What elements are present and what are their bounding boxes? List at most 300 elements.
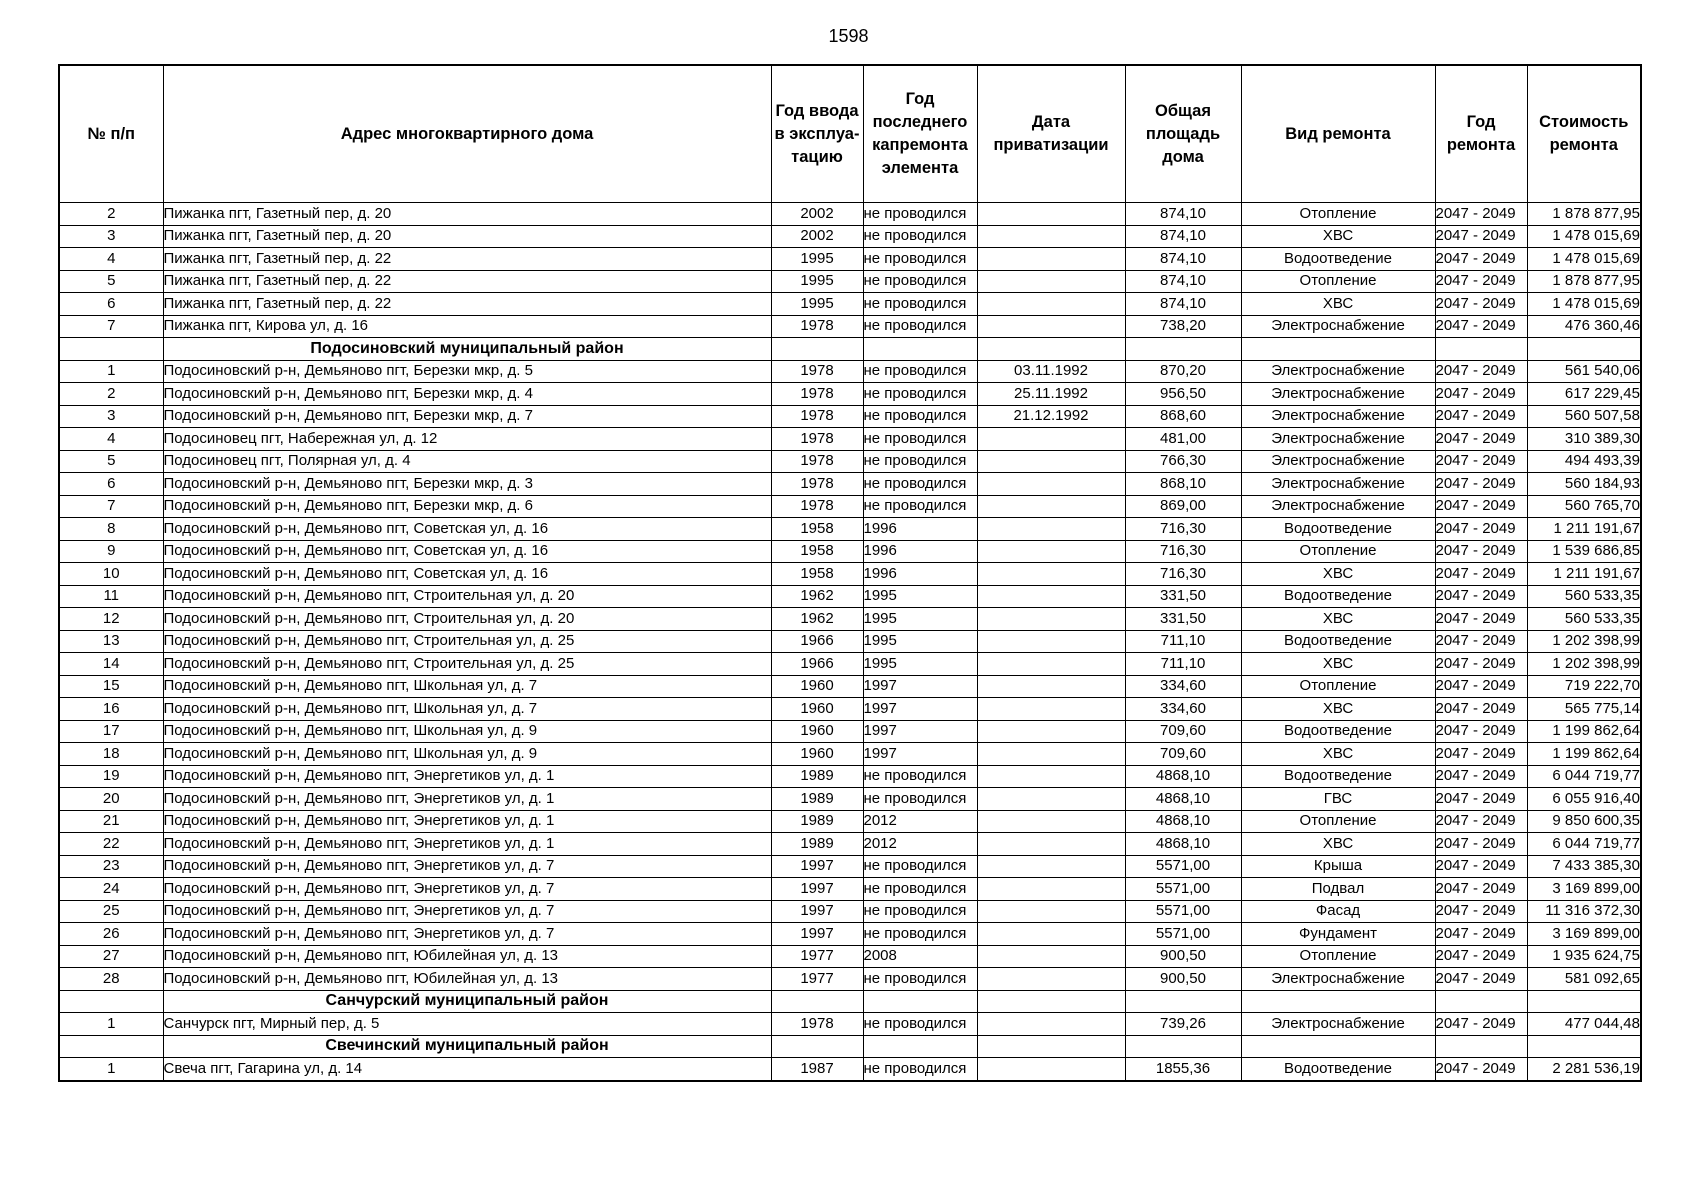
cell-area: 868,60 [1125, 405, 1241, 428]
cell-repair-type: Отопление [1241, 540, 1435, 563]
cell-year-built: 1997 [771, 923, 863, 946]
cell-last-repair: не проводился [863, 270, 977, 293]
table-row [59, 293, 1641, 316]
cell-area: 874,10 [1125, 270, 1241, 293]
header-area: Общая площадь дома [1125, 65, 1241, 203]
cell-address: Пижанка пгт, Газетный пер, д. 22 [163, 293, 771, 316]
cell-address: Подосиновский р-н, Демьяново пгт, Строительная ул, д. 20 [163, 585, 771, 608]
cell-privatization: 03.11.1992 [977, 360, 1125, 383]
cell-last-repair: не проводился [863, 1013, 977, 1036]
table-row [59, 878, 1641, 901]
cell-address: Пижанка пгт, Кирова ул, д. 16 [163, 315, 771, 338]
cell-privatization [977, 495, 1125, 518]
empty-cell [59, 990, 163, 1013]
cell-area: 4868,10 [1125, 833, 1241, 856]
cell-address: Свеча пгт, Гагарина ул, д. 14 [163, 1058, 771, 1081]
cell-repair-years: 2047 - 2049 [1435, 833, 1527, 856]
cell-cost: 560 533,35 [1527, 585, 1641, 608]
cell-last-repair: не проводился [863, 315, 977, 338]
cell-privatization [977, 428, 1125, 451]
table-row [59, 495, 1641, 518]
cell-privatization [977, 293, 1125, 316]
cell-cost: 1 199 862,64 [1527, 743, 1641, 766]
cell-last-repair: не проводился [863, 900, 977, 923]
cell-repair-type: Отопление [1241, 675, 1435, 698]
cell-address: Санчурск пгт, Мирный пер, д. 5 [163, 1013, 771, 1036]
cell-number: 22 [59, 833, 163, 856]
empty-cell [1527, 338, 1641, 361]
cell-repair-years: 2047 - 2049 [1435, 360, 1527, 383]
cell-repair-years: 2047 - 2049 [1435, 630, 1527, 653]
cell-cost: 2 281 536,19 [1527, 1058, 1641, 1081]
cell-privatization: 25.11.1992 [977, 383, 1125, 406]
cell-year-built: 1997 [771, 855, 863, 878]
cell-privatization [977, 563, 1125, 586]
table-row [59, 855, 1641, 878]
cell-cost: 3 169 899,00 [1527, 923, 1641, 946]
cell-last-repair: не проводился [863, 248, 977, 271]
table-row [59, 675, 1641, 698]
cell-address: Подосиновский р-н, Демьяново пгт, Энергетиков ул, д. 7 [163, 900, 771, 923]
cell-privatization [977, 450, 1125, 473]
cell-privatization [977, 518, 1125, 541]
header-cost: Стоимость ремонта [1527, 65, 1641, 203]
cell-year-built: 1958 [771, 563, 863, 586]
table-row [59, 630, 1641, 653]
cell-privatization [977, 270, 1125, 293]
cell-repair-years: 2047 - 2049 [1435, 923, 1527, 946]
cell-repair-type: Электроснабжение [1241, 473, 1435, 496]
cell-address: Подосиновский р-н, Демьяново пгт, Березки мкр, д. 5 [163, 360, 771, 383]
cell-last-repair: не проводился [863, 923, 977, 946]
cell-year-built: 1977 [771, 945, 863, 968]
cell-last-repair: не проводился [863, 405, 977, 428]
cell-address: Подосиновский р-н, Демьяново пгт, Березки мкр, д. 4 [163, 383, 771, 406]
empty-cell [1241, 990, 1435, 1013]
cell-year-built: 1966 [771, 630, 863, 653]
cell-cost: 1 878 877,95 [1527, 270, 1641, 293]
cell-last-repair: 1997 [863, 720, 977, 743]
cell-repair-years: 2047 - 2049 [1435, 675, 1527, 698]
cell-cost: 477 044,48 [1527, 1013, 1641, 1036]
cell-last-repair: 1997 [863, 743, 977, 766]
cell-address: Подосиновец пгт, Полярная ул, д. 4 [163, 450, 771, 473]
cell-address: Подосиновский р-н, Демьяново пгт, Энергетиков ул, д. 1 [163, 833, 771, 856]
empty-cell [1241, 1035, 1435, 1058]
cell-privatization [977, 945, 1125, 968]
cell-cost: 1 478 015,69 [1527, 248, 1641, 271]
cell-repair-type: ХВС [1241, 608, 1435, 631]
cell-repair-type: Электроснабжение [1241, 968, 1435, 991]
cell-year-built: 1962 [771, 608, 863, 631]
cell-area: 766,30 [1125, 450, 1241, 473]
cell-repair-type: ХВС [1241, 653, 1435, 676]
empty-cell [771, 1035, 863, 1058]
cell-year-built: 1978 [771, 1013, 863, 1036]
cell-repair-years: 2047 - 2049 [1435, 743, 1527, 766]
cell-repair-years: 2047 - 2049 [1435, 855, 1527, 878]
cell-number: 26 [59, 923, 163, 946]
cell-number: 20 [59, 788, 163, 811]
cell-address: Подосиновский р-н, Демьяново пгт, Юбилейная ул, д. 13 [163, 968, 771, 991]
cell-cost: 11 316 372,30 [1527, 900, 1641, 923]
cell-cost: 565 775,14 [1527, 698, 1641, 721]
empty-cell [1435, 990, 1527, 1013]
cell-number: 28 [59, 968, 163, 991]
cell-repair-type: Электроснабжение [1241, 383, 1435, 406]
table-row [59, 788, 1641, 811]
cell-number: 4 [59, 248, 163, 271]
cell-repair-type: Водоотведение [1241, 765, 1435, 788]
cell-cost: 6 044 719,77 [1527, 833, 1641, 856]
district-header-row [59, 990, 1641, 1013]
cell-privatization [977, 878, 1125, 901]
cell-address: Подосиновский р-н, Демьяново пгт, Юбилейная ул, д. 13 [163, 945, 771, 968]
cell-cost: 310 389,30 [1527, 428, 1641, 451]
cell-area: 709,60 [1125, 720, 1241, 743]
cell-number: 6 [59, 293, 163, 316]
empty-cell [977, 1035, 1125, 1058]
table-row [59, 743, 1641, 766]
cell-repair-type: Электроснабжение [1241, 495, 1435, 518]
cell-area: 716,30 [1125, 518, 1241, 541]
cell-privatization [977, 473, 1125, 496]
cell-repair-years: 2047 - 2049 [1435, 405, 1527, 428]
header-year-built: Год ввода в эксплуа-тацию [771, 65, 863, 203]
cell-last-repair: не проводился [863, 293, 977, 316]
cell-repair-years: 2047 - 2049 [1435, 900, 1527, 923]
cell-cost: 9 850 600,35 [1527, 810, 1641, 833]
table-row [59, 518, 1641, 541]
table-row [59, 653, 1641, 676]
cell-cost: 617 229,45 [1527, 383, 1641, 406]
table-row [59, 608, 1641, 631]
cell-year-built: 2002 [771, 225, 863, 248]
cell-year-built: 1978 [771, 428, 863, 451]
district-name: Свечинский муниципальный район [163, 1035, 771, 1058]
cell-repair-type: Электроснабжение [1241, 428, 1435, 451]
cell-number: 9 [59, 540, 163, 563]
cell-repair-type: Электроснабжение [1241, 360, 1435, 383]
table-row [59, 765, 1641, 788]
table-row [59, 225, 1641, 248]
cell-repair-years: 2047 - 2049 [1435, 968, 1527, 991]
cell-year-built: 1978 [771, 450, 863, 473]
cell-year-built: 1995 [771, 248, 863, 271]
cell-address: Подосиновский р-н, Демьяново пгт, Энергетиков ул, д. 1 [163, 810, 771, 833]
cell-area: 5571,00 [1125, 855, 1241, 878]
table-row [59, 585, 1641, 608]
cell-repair-years: 2047 - 2049 [1435, 203, 1527, 226]
empty-cell [1125, 990, 1241, 1013]
cell-privatization [977, 585, 1125, 608]
cell-repair-years: 2047 - 2049 [1435, 293, 1527, 316]
cell-privatization [977, 630, 1125, 653]
cell-repair-years: 2047 - 2049 [1435, 518, 1527, 541]
cell-repair-years: 2047 - 2049 [1435, 383, 1527, 406]
cell-number: 1 [59, 360, 163, 383]
cell-last-repair: не проводился [863, 383, 977, 406]
cell-area: 900,50 [1125, 945, 1241, 968]
cell-repair-type: Водоотведение [1241, 518, 1435, 541]
cell-year-built: 1997 [771, 878, 863, 901]
cell-repair-years: 2047 - 2049 [1435, 698, 1527, 721]
cell-repair-years: 2047 - 2049 [1435, 248, 1527, 271]
cell-cost: 560 533,35 [1527, 608, 1641, 631]
cell-last-repair: 1995 [863, 630, 977, 653]
cell-year-built: 1987 [771, 1058, 863, 1081]
cell-year-built: 1989 [771, 765, 863, 788]
cell-year-built: 1978 [771, 315, 863, 338]
cell-address: Подосиновский р-н, Демьяново пгт, Школьная ул, д. 9 [163, 743, 771, 766]
table-row [59, 360, 1641, 383]
cell-privatization [977, 1058, 1125, 1081]
cell-last-repair: не проводился [863, 495, 977, 518]
cell-year-built: 1966 [771, 653, 863, 676]
header-number: № п/п [59, 65, 163, 203]
cell-address: Пижанка пгт, Газетный пер, д. 20 [163, 203, 771, 226]
cell-repair-years: 2047 - 2049 [1435, 765, 1527, 788]
cell-area: 738,20 [1125, 315, 1241, 338]
district-name: Подосиновский муниципальный район [163, 338, 771, 361]
cell-repair-years: 2047 - 2049 [1435, 1013, 1527, 1036]
cell-last-repair: не проводился [863, 765, 977, 788]
cell-last-repair: 1995 [863, 585, 977, 608]
cell-repair-years: 2047 - 2049 [1435, 608, 1527, 631]
table-row [59, 315, 1641, 338]
cell-year-built: 2002 [771, 203, 863, 226]
cell-area: 874,10 [1125, 248, 1241, 271]
cell-repair-type: Отопление [1241, 203, 1435, 226]
cell-number: 6 [59, 473, 163, 496]
empty-cell [1435, 338, 1527, 361]
table-row [59, 810, 1641, 833]
cell-privatization [977, 698, 1125, 721]
cell-cost: 1 539 686,85 [1527, 540, 1641, 563]
cell-area: 739,26 [1125, 1013, 1241, 1036]
table-row [59, 248, 1641, 271]
cell-last-repair: не проводился [863, 855, 977, 878]
cell-repair-years: 2047 - 2049 [1435, 653, 1527, 676]
cell-year-built: 1989 [771, 810, 863, 833]
cell-repair-type: ХВС [1241, 225, 1435, 248]
cell-cost: 1 211 191,67 [1527, 563, 1641, 586]
cell-cost: 7 433 385,30 [1527, 855, 1641, 878]
cell-area: 5571,00 [1125, 878, 1241, 901]
cell-address: Подосиновский р-н, Демьяново пгт, Строительная ул, д. 25 [163, 653, 771, 676]
cell-last-repair: не проводился [863, 360, 977, 383]
cell-repair-type: Водоотведение [1241, 585, 1435, 608]
empty-cell [863, 338, 977, 361]
empty-cell [1527, 990, 1641, 1013]
cell-number: 16 [59, 698, 163, 721]
cell-area: 331,50 [1125, 585, 1241, 608]
cell-number: 14 [59, 653, 163, 676]
cell-number: 3 [59, 225, 163, 248]
cell-number: 17 [59, 720, 163, 743]
cell-last-repair: 1995 [863, 653, 977, 676]
empty-cell [1125, 1035, 1241, 1058]
empty-cell [1527, 1035, 1641, 1058]
empty-cell [59, 338, 163, 361]
cell-year-built: 1997 [771, 900, 863, 923]
cell-privatization: 21.12.1992 [977, 405, 1125, 428]
cell-last-repair: не проводился [863, 968, 977, 991]
table-row [59, 540, 1641, 563]
cell-repair-type: Отопление [1241, 945, 1435, 968]
cell-cost: 1 878 877,95 [1527, 203, 1641, 226]
cell-cost: 1 199 862,64 [1527, 720, 1641, 743]
cell-cost: 476 360,46 [1527, 315, 1641, 338]
cell-cost: 3 169 899,00 [1527, 878, 1641, 901]
header-address: Адрес многоквартирного дома [163, 65, 771, 203]
cell-area: 331,50 [1125, 608, 1241, 631]
cell-privatization [977, 720, 1125, 743]
cell-repair-type: Фундамент [1241, 923, 1435, 946]
cell-number: 21 [59, 810, 163, 833]
cell-area: 5571,00 [1125, 900, 1241, 923]
cell-address: Пижанка пгт, Газетный пер, д. 22 [163, 248, 771, 271]
cell-privatization [977, 855, 1125, 878]
cell-repair-type: Подвал [1241, 878, 1435, 901]
cell-year-built: 1962 [771, 585, 863, 608]
cell-address: Подосиновский р-н, Демьяново пгт, Школьная ул, д. 7 [163, 675, 771, 698]
cell-privatization [977, 248, 1125, 271]
cell-year-built: 1995 [771, 270, 863, 293]
cell-cost: 560 507,58 [1527, 405, 1641, 428]
header-row [59, 65, 1641, 203]
cell-number: 1 [59, 1013, 163, 1036]
cell-year-built: 1958 [771, 540, 863, 563]
cell-address: Подосиновский р-н, Демьяново пгт, Энергетиков ул, д. 1 [163, 788, 771, 811]
empty-cell [771, 338, 863, 361]
cell-last-repair: 1996 [863, 540, 977, 563]
cell-repair-type: Отопление [1241, 270, 1435, 293]
cell-repair-years: 2047 - 2049 [1435, 810, 1527, 833]
table-row [59, 945, 1641, 968]
cell-privatization [977, 608, 1125, 631]
cell-number: 2 [59, 203, 163, 226]
cell-address: Подосиновский р-н, Демьяново пгт, Школьная ул, д. 7 [163, 698, 771, 721]
table-row [59, 428, 1641, 451]
cell-repair-type: Электроснабжение [1241, 405, 1435, 428]
cell-repair-type: Водоотведение [1241, 720, 1435, 743]
cell-number: 1 [59, 1058, 163, 1081]
cell-area: 5571,00 [1125, 923, 1241, 946]
cell-cost: 494 493,39 [1527, 450, 1641, 473]
empty-cell [977, 338, 1125, 361]
cell-privatization [977, 788, 1125, 811]
cell-last-repair: не проводился [863, 1058, 977, 1081]
cell-year-built: 1978 [771, 495, 863, 518]
cell-year-built: 1960 [771, 743, 863, 766]
cell-last-repair: 2008 [863, 945, 977, 968]
cell-address: Пижанка пгт, Газетный пер, д. 22 [163, 270, 771, 293]
header-repair-type: Вид ремонта [1241, 65, 1435, 203]
cell-cost: 6 044 719,77 [1527, 765, 1641, 788]
cell-cost: 560 184,93 [1527, 473, 1641, 496]
cell-privatization [977, 923, 1125, 946]
cell-privatization [977, 765, 1125, 788]
cell-repair-type: Водоотведение [1241, 248, 1435, 271]
cell-area: 716,30 [1125, 563, 1241, 586]
cell-year-built: 1958 [771, 518, 863, 541]
table-row [59, 383, 1641, 406]
cell-last-repair: не проводился [863, 878, 977, 901]
cell-privatization [977, 653, 1125, 676]
cell-address: Подосиновский р-н, Демьяново пгт, Школьная ул, д. 9 [163, 720, 771, 743]
cell-number: 25 [59, 900, 163, 923]
cell-repair-years: 2047 - 2049 [1435, 878, 1527, 901]
cell-year-built: 1978 [771, 383, 863, 406]
cell-year-built: 1989 [771, 788, 863, 811]
district-name: Санчурский муниципальный район [163, 990, 771, 1013]
header-last-repair: Год последнего капремонта элемента [863, 65, 977, 203]
cell-number: 5 [59, 270, 163, 293]
cell-repair-type: Отопление [1241, 810, 1435, 833]
cell-repair-years: 2047 - 2049 [1435, 720, 1527, 743]
cell-repair-years: 2047 - 2049 [1435, 428, 1527, 451]
cell-area: 1855,36 [1125, 1058, 1241, 1081]
cell-address: Подосиновский р-н, Демьяново пгт, Строительная ул, д. 25 [163, 630, 771, 653]
repair-register-table [58, 64, 1642, 1082]
cell-address: Подосиновский р-н, Демьяново пгт, Советская ул, д. 16 [163, 518, 771, 541]
cell-number: 10 [59, 563, 163, 586]
cell-number: 23 [59, 855, 163, 878]
cell-area: 716,30 [1125, 540, 1241, 563]
district-header-row [59, 338, 1641, 361]
empty-cell [1241, 338, 1435, 361]
cell-cost: 1 202 398,99 [1527, 630, 1641, 653]
table-row [59, 1013, 1641, 1036]
empty-cell [1125, 338, 1241, 361]
cell-number: 2 [59, 383, 163, 406]
cell-last-repair: 2012 [863, 833, 977, 856]
cell-number: 18 [59, 743, 163, 766]
table-row [59, 270, 1641, 293]
cell-repair-years: 2047 - 2049 [1435, 1058, 1527, 1081]
cell-year-built: 1978 [771, 473, 863, 496]
cell-repair-years: 2047 - 2049 [1435, 450, 1527, 473]
cell-repair-years: 2047 - 2049 [1435, 788, 1527, 811]
cell-last-repair: не проводился [863, 473, 977, 496]
cell-number: 5 [59, 450, 163, 473]
cell-area: 711,10 [1125, 630, 1241, 653]
cell-cost: 1 478 015,69 [1527, 293, 1641, 316]
cell-area: 900,50 [1125, 968, 1241, 991]
cell-year-built: 1978 [771, 360, 863, 383]
cell-last-repair: 2012 [863, 810, 977, 833]
empty-cell [863, 1035, 977, 1058]
table-row [59, 923, 1641, 946]
cell-number: 11 [59, 585, 163, 608]
cell-area: 334,60 [1125, 675, 1241, 698]
cell-repair-years: 2047 - 2049 [1435, 225, 1527, 248]
cell-cost: 561 540,06 [1527, 360, 1641, 383]
cell-privatization [977, 315, 1125, 338]
cell-address: Подосиновский р-н, Демьяново пгт, Советская ул, д. 16 [163, 540, 771, 563]
cell-cost: 581 092,65 [1527, 968, 1641, 991]
cell-repair-type: ХВС [1241, 563, 1435, 586]
cell-area: 868,10 [1125, 473, 1241, 496]
cell-area: 874,10 [1125, 225, 1241, 248]
cell-year-built: 1978 [771, 405, 863, 428]
table-row [59, 968, 1641, 991]
cell-repair-type: ХВС [1241, 833, 1435, 856]
cell-repair-type: ХВС [1241, 293, 1435, 316]
cell-privatization [977, 225, 1125, 248]
table-row [59, 203, 1641, 226]
